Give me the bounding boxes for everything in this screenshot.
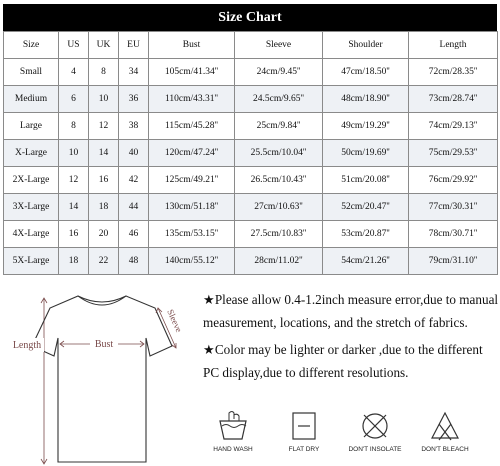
table-cell: 27cm/10.63'' bbox=[235, 194, 323, 221]
table-cell: 53cm/20.87'' bbox=[323, 221, 409, 248]
table-cell: 130cm/51.18'' bbox=[149, 194, 235, 221]
table-cell: 135cm/53.15'' bbox=[149, 221, 235, 248]
column-header-length: Length bbox=[409, 32, 498, 59]
table-cell: 76cm/29.92'' bbox=[409, 167, 498, 194]
table-row bbox=[4, 194, 498, 221]
table-cell: 105cm/41.34'' bbox=[149, 59, 235, 86]
sleeve-label: Sleeve bbox=[165, 307, 185, 334]
table-cell: 2X-Large bbox=[4, 167, 59, 194]
table-cell: 44 bbox=[119, 194, 149, 221]
column-header-us: US bbox=[59, 32, 89, 59]
note-measure-error: ★Please allow 0.4-1.2inch measure error,due to manual measurement, locations, and the stretch of fabrics. bbox=[203, 292, 499, 330]
table-cell: 125cm/49.21'' bbox=[149, 167, 235, 194]
table-cell: 4X-Large bbox=[4, 221, 59, 248]
column-header-sleeve: Sleeve bbox=[235, 32, 323, 59]
table-cell: 28cm/11.02'' bbox=[235, 248, 323, 275]
table-cell: 18 bbox=[89, 194, 119, 221]
table-cell: Medium bbox=[4, 86, 59, 113]
table-cell: 75cm/29.53'' bbox=[409, 140, 498, 167]
table-cell: 10 bbox=[89, 86, 119, 113]
table-cell: 48cm/18.90'' bbox=[323, 86, 409, 113]
note-color: ★Color may be lighter or darker ,due to the different PC display,due to different resolutions. bbox=[203, 342, 483, 380]
column-header-eu: EU bbox=[119, 32, 149, 59]
care-hand-wash: HAND WASH bbox=[198, 409, 268, 453]
tshirt-measurement-diagram bbox=[0, 286, 200, 466]
table-cell: 18 bbox=[59, 248, 89, 275]
column-header-size: Size bbox=[4, 32, 59, 59]
table-cell: 34 bbox=[119, 59, 149, 86]
table-cell: 49cm/19.29'' bbox=[323, 113, 409, 140]
table-row bbox=[4, 86, 498, 113]
table-cell: 78cm/30.71'' bbox=[409, 221, 498, 248]
hand-wash-icon bbox=[217, 409, 249, 443]
column-header-shoulder: Shoulder bbox=[323, 32, 409, 59]
flat-dry-icon bbox=[288, 409, 320, 443]
table-cell: 72cm/28.35'' bbox=[409, 59, 498, 86]
table-cell: 36 bbox=[119, 86, 149, 113]
length-label: Length bbox=[12, 340, 42, 351]
care-dont-insolate: DON'T INSOLATE bbox=[340, 409, 410, 453]
table-cell: 27.5cm/10.83'' bbox=[235, 221, 323, 248]
table-cell: Small bbox=[4, 59, 59, 86]
column-header-bust: Bust bbox=[149, 32, 235, 59]
table-cell: 38 bbox=[119, 113, 149, 140]
table-cell: 12 bbox=[59, 167, 89, 194]
table-cell: 77cm/30.31'' bbox=[409, 194, 498, 221]
table-cell: 20 bbox=[89, 221, 119, 248]
table-header-row bbox=[4, 32, 498, 59]
table-cell: 52cm/20.47'' bbox=[323, 194, 409, 221]
table-cell: 120cm/47.24'' bbox=[149, 140, 235, 167]
table-cell: 40 bbox=[119, 140, 149, 167]
table-cell: 46 bbox=[119, 221, 149, 248]
table-cell: 42 bbox=[119, 167, 149, 194]
table-row bbox=[4, 140, 498, 167]
bust-label: Bust bbox=[94, 339, 114, 350]
table-row bbox=[4, 167, 498, 194]
table-cell: 14 bbox=[89, 140, 119, 167]
table-cell: 3X-Large bbox=[4, 194, 59, 221]
table-cell: 74cm/29.13'' bbox=[409, 113, 498, 140]
table-cell: 12 bbox=[89, 113, 119, 140]
table-cell: 25.5cm/10.04'' bbox=[235, 140, 323, 167]
table-cell: 48 bbox=[119, 248, 149, 275]
table-row bbox=[4, 221, 498, 248]
table-cell: 140cm/55.12'' bbox=[149, 248, 235, 275]
table-cell: 50cm/19.69'' bbox=[323, 140, 409, 167]
size-table bbox=[3, 31, 498, 275]
table-cell: 24.5cm/9.65'' bbox=[235, 86, 323, 113]
table-cell: 10 bbox=[59, 140, 89, 167]
care-flat-dry: FLAT DRY bbox=[269, 409, 339, 453]
table-row bbox=[4, 113, 498, 140]
size-chart-title: Size Chart bbox=[3, 4, 497, 31]
table-cell: Large bbox=[4, 113, 59, 140]
table-cell: 47cm/18.50'' bbox=[323, 59, 409, 86]
table-cell: 25cm/9.84'' bbox=[235, 113, 323, 140]
column-header-uk: UK bbox=[89, 32, 119, 59]
table-cell: 26.5cm/10.43'' bbox=[235, 167, 323, 194]
tshirt-outline bbox=[32, 296, 172, 462]
table-cell: 14 bbox=[59, 194, 89, 221]
table-cell: 73cm/28.74'' bbox=[409, 86, 498, 113]
table-cell: 110cm/43.31'' bbox=[149, 86, 235, 113]
table-row bbox=[4, 59, 498, 86]
dont-insolate-icon bbox=[359, 409, 391, 443]
notes bbox=[203, 288, 499, 384]
table-cell: 16 bbox=[59, 221, 89, 248]
table-cell: X-Large bbox=[4, 140, 59, 167]
table-cell: 51cm/20.08'' bbox=[323, 167, 409, 194]
table-cell: 79cm/31.10'' bbox=[409, 248, 498, 275]
dont-bleach-icon bbox=[429, 409, 461, 443]
table-cell: 5X-Large bbox=[4, 248, 59, 275]
table-cell: 6 bbox=[59, 86, 89, 113]
care-dont-bleach: DON'T BLEACH bbox=[410, 409, 480, 453]
table-cell: 22 bbox=[89, 248, 119, 275]
table-cell: 4 bbox=[59, 59, 89, 86]
table-cell: 8 bbox=[89, 59, 119, 86]
table-row bbox=[4, 248, 498, 275]
table-cell: 115cm/45.28'' bbox=[149, 113, 235, 140]
table-cell: 54cm/21.26'' bbox=[323, 248, 409, 275]
table-cell: 8 bbox=[59, 113, 89, 140]
table-cell: 24cm/9.45'' bbox=[235, 59, 323, 86]
table-cell: 16 bbox=[89, 167, 119, 194]
